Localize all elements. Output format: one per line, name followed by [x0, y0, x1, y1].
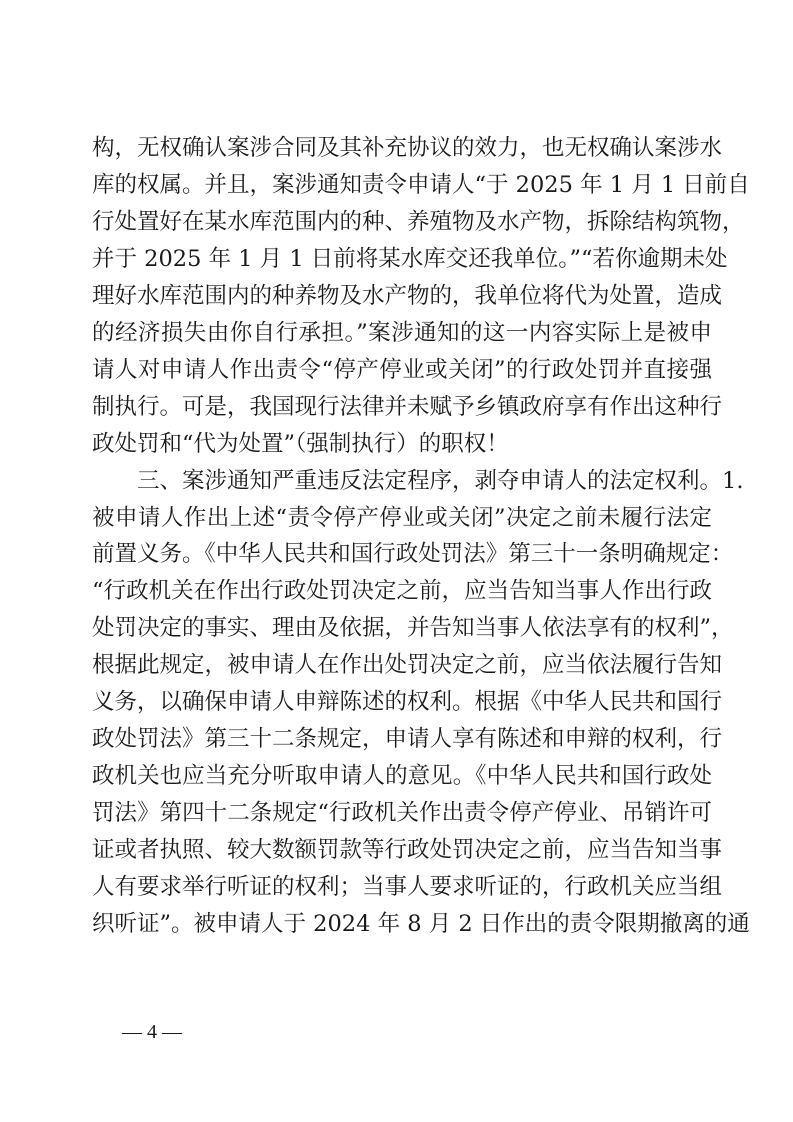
text-line-20: 证或者执照、较大数额罚款等行政处罚决定之前，应当告知当事: [92, 837, 723, 864]
text-line-19: 罚法》第四十二条规定“行政机关作出责令停产停业、吊销许可: [92, 800, 712, 827]
text-line-14: 处罚决定的事实、理由及依据，并告知当事人依法享有的权利”，: [92, 615, 734, 642]
text-line-5: 理好水库范围内的种养物及水产物的，我单位将代为处置，造成: [92, 282, 723, 309]
text-line-6: 的经济损失由你自行承担。”案涉通知的这一内容实际上是被申: [92, 319, 712, 346]
text-line-8: 制执行。可是，我国现行法律并未赋予乡镇政府享有作出这种行: [92, 393, 723, 420]
text-line-13: “行政机关在作出行政处罚决定之前，应当告知当事人作出行政: [92, 578, 712, 605]
text-line-10: 三、案涉通知严重违反法定程序，剥夺申请人的法定权利。1.: [137, 467, 744, 494]
text-line-3: 行处置好在某水库范围内的种、养殖物及水产物，拆除结构筑物，: [92, 208, 745, 235]
text-line-11: 被申请人作出上述“责令停产停业或关闭”决定之前未履行法定: [92, 504, 712, 531]
text-line-4: 并于 2025 年 1 月 1 日前将某水库交还我单位。”“若你逾期未处: [92, 245, 728, 272]
text-line-9: 政处罚和“代为处置”（强制执行）的职权！: [92, 430, 509, 457]
text-line-15: 根据此规定，被申请人在作出处罚决定之前，应当依法履行告知: [92, 652, 723, 679]
text-line-16: 义务，以确保申请人申辩陈述的权利。根据《中华人民共和国行: [92, 689, 723, 716]
text-line-21: 人有要求举行听证的权利；当事人要求听证的，行政机关应当组: [92, 874, 723, 901]
text-line-18: 政机关也应当充分听取申请人的意见。《中华人民共和国行政处: [92, 763, 712, 790]
text-line-22: 织听证”。被申请人于 2024 年 8 月 2 日作出的责令限期撤离的通: [92, 911, 750, 938]
text-line-1: 构，无权确认案涉合同及其补充协议的效力，也无权确认案涉水: [92, 135, 723, 161]
text-line-2: 库的权属。并且，案涉通知责令申请人“于 2025 年 1 月 1 日前自: [92, 171, 750, 198]
document-body: [92, 130, 750, 943]
page-number: — 4 —: [122, 1021, 182, 1043]
text-line-12: 前置义务。《中华人民共和国行政处罚法》第三十一条明确规定：: [92, 541, 734, 568]
text-line-7: 请人对申请人作出责令“停产停业或关闭”的行政处罚并直接强: [92, 356, 712, 383]
text-line-17: 政处罚法》第三十二条规定，申请人享有陈述和申辩的权利，行: [92, 726, 723, 753]
